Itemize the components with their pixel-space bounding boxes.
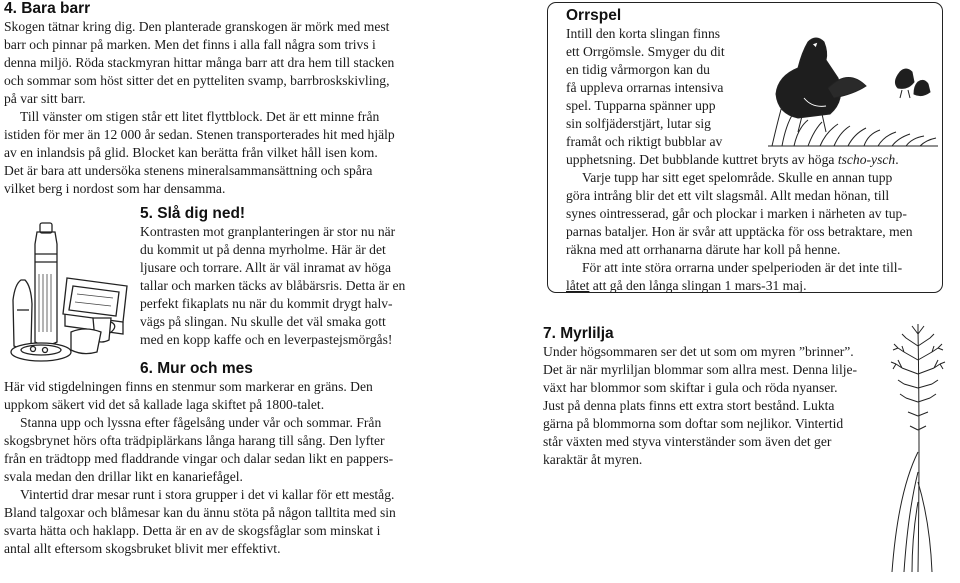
orrspel-line: en tidig vårmorgon kan du [566, 62, 710, 77]
orrspel-line: göra intrång blir det ett vilt slagsmål. Allt medan hönan, till [566, 188, 890, 203]
section-7-line: gärna på blommorna som doftar som nejlikor. Vintertid [543, 416, 844, 431]
section-5-line: vägs på slingan. Nu skulle det väl smaka gott [140, 314, 386, 329]
orrspel-line: Varje tupp har sitt eget spelområde. Skulle en annan tupp [582, 170, 893, 185]
section-5 [140, 205, 405, 349]
orrspel-call-text: tscho-ysch [837, 152, 896, 167]
orrspel-line: framåt och riktigt bubblar av [566, 134, 723, 149]
section-6-line: uppkom säkert vid det så kallade laga skiftet på 1800-talet. [4, 397, 325, 412]
section-6-line: svala medan den drillar likt en kanariefågel. [4, 469, 243, 484]
orrspel-line: få uppleva orrarnas intensiva [566, 80, 724, 95]
section-7-line: karaktär åt myren. [543, 452, 643, 467]
orrspel-line: räkna med att orrhanarna därute har koll på henne. [566, 242, 841, 257]
section-6-line: Stanna upp och lyssna efter fågelsång under vår och sommar. Från [20, 415, 382, 430]
section-7 [543, 325, 857, 469]
section-4-line: på var sitt barr. [4, 91, 86, 106]
section-4-line: Till vänster om stigen står ett litet flyttblock. Det är ett minne från [20, 109, 380, 124]
section-6-line: skogsbrynet hörs ofta trädpiplärkans långa harang till sång. Den lyfter [4, 433, 385, 448]
section-6 [4, 378, 396, 558]
orrspel-line: Intill den korta slingan finns [566, 26, 721, 41]
section-6-line: Bland talgoxar och blåmesar kan du ännu stöta på någon talltita med sin [4, 505, 396, 520]
orrspel-text: För att inte störa orrarna under spelperioden är det inte till- [582, 260, 903, 275]
section-7-line: Under högsommaren ser det ut som om myren ”brinner”. [543, 344, 854, 359]
orrspel-line: spel. Tupparna spänner upp [566, 98, 716, 113]
orrspel-text: upphetsning. Det bubblande kuttret bryts av höga [566, 152, 838, 167]
orrspel-line: sin solfjäderstjärt, lutar sig [566, 116, 711, 131]
orrspel-heading: Orrspel [566, 7, 622, 24]
section-7-heading: 7. Myrlilja [543, 325, 614, 342]
section-5-line: ljusare och torrare. Allt är väl inramat av höga [140, 260, 392, 275]
section-5-heading: 5. Slå dig ned! [140, 205, 246, 222]
section-5-line: Kontrasten mot granplanteringen är stor nu när [140, 224, 396, 239]
section-7-line: Just på denna plats finns ett extra stort bestånd. Lukta [543, 398, 835, 413]
section-6-line: Vintertid drar mesar runt i stora grupper i det vi kallar för ett meståg. [20, 487, 395, 502]
section-6-line: från en trädtopp med fladdrande vingar och dalar sedan likt en pappers- [4, 451, 394, 466]
orrspel-line: synes ointresserad, går och plockar i marken i närheten av tup- [566, 206, 907, 221]
orrspel-text: att gå den långa slingan 1 mars-31 maj. [589, 278, 807, 293]
section-5-line: med en kopp kaffe och en leverpastejsmörgås! [140, 332, 393, 347]
section-7-line: Det är när myrliljan blommar som allra mest. Denna lilje- [543, 362, 858, 377]
section-4-line: barr och pinnar på marken. Men det finns i alla fall några som trivs i [4, 37, 376, 52]
bog-asphodel-illustration [878, 322, 958, 580]
section-4-line: Skogen tätnar kring dig. Den planterade granskogen är mörk med mest [4, 19, 390, 34]
section-6-heading-wrap [140, 360, 253, 378]
coffee-picnic-illustration [5, 214, 135, 364]
section-4-heading: 4. Bara barr [4, 0, 91, 17]
section-4 [4, 0, 395, 198]
orrspel-line [566, 277, 913, 295]
section-7-line: står växten med styva vinterständer som även det ger [543, 434, 832, 449]
section-4-line: denna miljö. Röda stackmyran hittar många barr att dra hem till stacken [4, 55, 395, 70]
section-4-line: Det är bara att undersöka stenens mineralsammansättning och spåra [4, 163, 373, 178]
section-4-line: istiden för mer än 12 000 år sedan. Stenen transporterades hit med hjälp [4, 127, 395, 142]
section-6-line: Här vid stigdelningen finns en stenmur som markerar en gräns. Den [4, 379, 373, 394]
orrspel-text: . [895, 152, 899, 167]
orrspel-line: ett Orrgömsle. Smyger du dit [566, 44, 725, 59]
orrspel-line: parnas bataljer. Hon är svår att upptäcka för oss betraktare, men [566, 224, 913, 239]
section-6-heading: 6. Mur och mes [140, 360, 253, 377]
section-4-line: av en inlandsis på glid. Blocket kan berätta från vilket håll isen kom. [4, 145, 378, 160]
section-6-line: svarta hätta och haklapp. Detta är en av de skogsfåglar som minskat i [4, 523, 381, 538]
section-5-line: perfekt fikaplats nu när du kommit drygt halv- [140, 296, 393, 311]
section-5-line: tallar och marken täcks av blåbärsris. Detta är en [140, 278, 406, 293]
section-6-line: antal allt eftersom skogsbruket blivit mer effektivt. [4, 541, 281, 556]
section-7-line: växt har blommor som skiftar i gula och röda nyanser. [543, 380, 838, 395]
orrspel-underlined-text: låtet [566, 278, 590, 293]
orrspel-line [566, 151, 913, 169]
section-4-line: vilket berg i nordost som har densamma. [4, 181, 226, 196]
orrspel-line [566, 259, 913, 277]
section-4-line: och sommar som höst sitter det en pytteliten svamp, barrbroskskivling, [4, 73, 390, 88]
section-5-line: du kommit ut på denna myrholme. Här är det [140, 242, 386, 257]
black-grouse-illustration [768, 28, 940, 150]
